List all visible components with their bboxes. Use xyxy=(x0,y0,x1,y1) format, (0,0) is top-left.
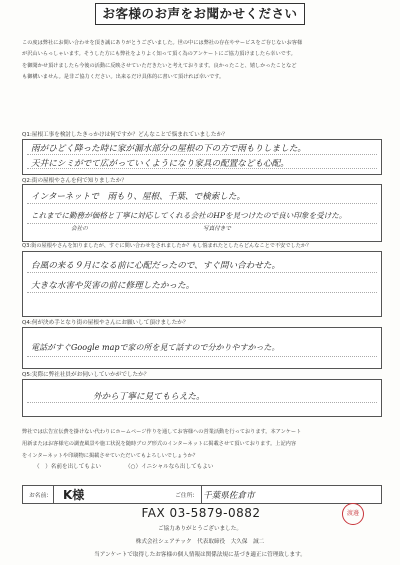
thanks-text: ご協力ありがとうございました。 xyxy=(158,526,242,532)
question-1-label: Q1:屋根工事を検討したきっかけは何ですか？どんなことで悩まれていましたか？ xyxy=(22,132,228,138)
answer-line: インターネットで 雨もり、屋根、千葉、で検索した。 xyxy=(31,192,246,202)
answer-line: 大きな水害や災害の前に修理したかった。 xyxy=(31,281,195,291)
page-title: お客様のお声をお聞かせください xyxy=(95,3,305,25)
consent-line: 用新またはお客様宅の調査風景や施工状況を随時ブログ形式のインターネットに掲載させて頂いております。上記内容 xyxy=(22,441,297,447)
answer-line: 天井にシミがでて広がっていくようになり家具の配置なども心配。 xyxy=(31,159,289,169)
answer-note: 写真付きで xyxy=(203,226,231,232)
answer-line: 外から丁寧に見てもらえた。 xyxy=(93,392,205,402)
customer-info-box xyxy=(22,485,382,504)
answer-line: これまでに勤務が価格と丁寧に対応してくれる会社のHPを見つけたので良い印象を受けた。 xyxy=(31,211,347,220)
answer-line: 雨がひどく降った時に家が漏水部分の屋根の下の方で雨もりしました。 xyxy=(31,144,307,154)
question-4-answer-box xyxy=(22,327,382,369)
address-label: ご住所: xyxy=(175,493,195,499)
seal-text: 渡邊 xyxy=(346,510,359,517)
answer-line: 電話がすぐGoogle mapで家の所を見て話すので分かりやすかった。 xyxy=(31,343,280,352)
rule-line xyxy=(27,402,377,403)
fax-number: FAX 03-5879-0882 xyxy=(141,506,261,520)
consent-line: 弊社では広告宣伝費を掛けない代わりにホームページ作りを通してお客様への営業活動を行っております。本アンケート xyxy=(22,429,302,435)
question-2-label: Q2:街の屋根やさんを何で知りましたか？ xyxy=(22,178,127,184)
question-3-label: Q3:街の屋根やさんを知りましたが、すぐに問い合わせをされましたか？もし悩まれたとしたらどんなことで不安でしたか？ xyxy=(22,243,312,249)
name-value: K様 xyxy=(63,488,85,502)
answer-note: 会社の xyxy=(71,226,88,232)
intro-line: を御聞かせ頂けましたら今後の活動に反映させていただきたいと考えております。良かったこと、嬉しかったことなど xyxy=(22,62,297,69)
question-2-answer-box xyxy=(22,184,382,242)
intro-text xyxy=(22,38,382,83)
consent-line: をインターネットや印刷物に掲載させていただいてもよろしいでしょうか？ xyxy=(22,453,198,459)
company-text: 株式会社シェアテック 代表取締役 大久保 誠二 xyxy=(135,539,265,545)
field-divider xyxy=(53,486,54,503)
question-1-answer-box xyxy=(22,139,382,175)
rule-line xyxy=(27,292,377,293)
question-4-label: Q4:何が決め手となり街の屋根やさんにお願いして頂けましたか？ xyxy=(22,320,189,326)
publication-consent-text xyxy=(22,426,382,462)
name-label: お名前: xyxy=(29,493,49,499)
consent-option-initials[interactable]: （○）イニシャルなら出してもよい xyxy=(125,464,214,470)
address-value: 千葉県佐倉市 xyxy=(203,491,255,501)
field-divider xyxy=(201,486,202,503)
question-5-answer-box xyxy=(22,379,382,417)
rule-line xyxy=(27,356,377,357)
intro-line: が沢山いらっしゃいます。そうした方にも弊社をよりよく知って頂く為のアンケートにご協力頂けましたら幸いです。 xyxy=(22,51,296,58)
consent-option-full-name[interactable]: （ ）名前を出してもよい xyxy=(34,464,102,470)
rule-line xyxy=(27,203,377,204)
answer-line: 台風の来る９月になる前に心配だったので、すぐ問い合わせた。 xyxy=(31,261,281,271)
privacy-text: 当アンケートで取得したお客様の個人情報は関係法規に基づき適正に管理致します。 xyxy=(94,552,306,558)
question-5-label: Q5:実際に弊社社員がお伺いしていかがでしたか？ xyxy=(22,372,150,378)
rule-line xyxy=(27,272,377,273)
intro-line: も御構いません。是非ご協力ください。出来るだけ具体的に書いて頂ければ幸いです。 xyxy=(22,73,225,80)
question-3-answer-box xyxy=(22,251,382,317)
seal-stamp xyxy=(342,503,364,525)
rule-line xyxy=(27,154,377,155)
intro-line: この度は弊社にお問い合わせを頂き誠にありがとうございました。世の中には弊社の存在やサービスをご存じないお客様 xyxy=(22,40,303,46)
